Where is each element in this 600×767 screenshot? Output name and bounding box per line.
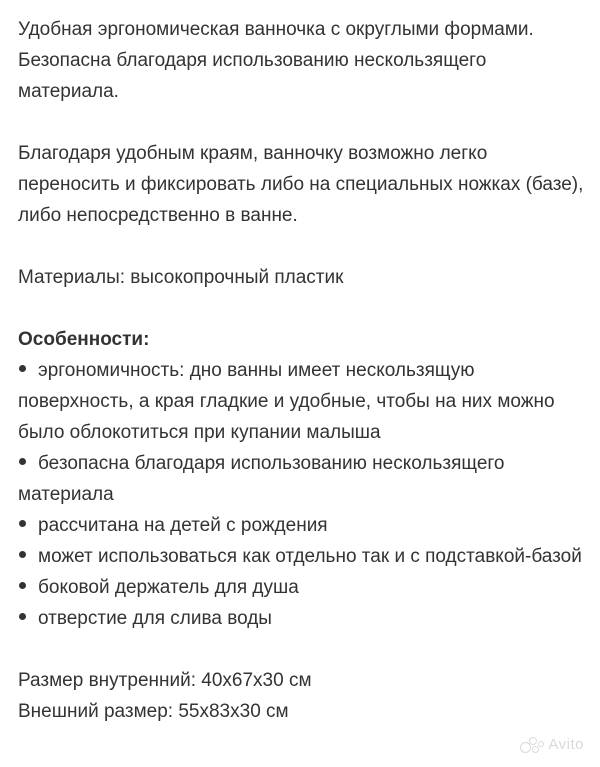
listing-description <box>18 14 588 727</box>
feature-text: может использоваться как отдельно так и с подставкой-базой <box>38 546 582 567</box>
feature-text: рассчитана на детей с рождения <box>38 515 328 536</box>
bullet-icon <box>18 355 38 386</box>
outer-size: Внешний размер: 55х83х30 см <box>18 701 289 722</box>
bullet-icon <box>18 541 38 572</box>
feature-text: эргономичность: дно ванны имеет нескользящую поверхность, а края гладкие и удобные, чтобы на них можно было облокотиться при купании малыша <box>18 360 555 443</box>
list-item <box>18 603 588 634</box>
intro-paragraph: Удобная эргономическая ванночка с округлыми формами. Безопасна благодаря использованию нескользящего материала. <box>18 19 534 102</box>
features-heading: Особенности: <box>18 329 150 350</box>
bullet-icon <box>18 603 38 634</box>
list-item <box>18 448 588 510</box>
list-item <box>18 572 588 603</box>
bullet-icon <box>18 448 38 479</box>
materials-line: Материалы: высокопрочный пластик <box>18 267 344 288</box>
feature-text: отверстие для слива воды <box>38 608 272 629</box>
watermark-text: Avito <box>548 736 584 753</box>
features-list <box>18 355 588 634</box>
list-item <box>18 510 588 541</box>
feature-text: безопасна благодаря использованию нескользящего материала <box>18 453 505 505</box>
avito-logo-icon <box>520 737 544 753</box>
bullet-icon <box>18 510 38 541</box>
bullet-icon <box>18 572 38 603</box>
list-item <box>18 541 588 572</box>
avito-watermark <box>520 736 584 753</box>
inner-size: Размер внутренний: 40х67х30 см <box>18 670 312 691</box>
feature-text: боковой держатель для душа <box>38 577 299 598</box>
handles-paragraph: Благодаря удобным краям, ванночку возможно легко переносить и фиксировать либо на специальных ножках (базе), либо непосредственно в ванне. <box>18 143 584 226</box>
list-item <box>18 355 588 448</box>
